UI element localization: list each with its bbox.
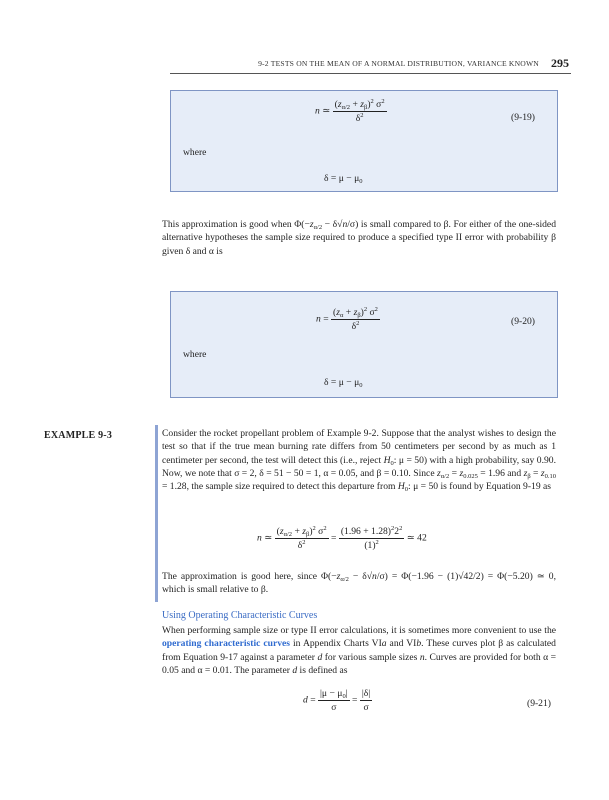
page-number: 295 xyxy=(551,56,569,70)
equation-box-9-19 xyxy=(170,90,558,192)
section-paragraph: When performing sample size or type II error calculations, it is sometimes more convenient to use the operating characteristic curves in Appendix Charts VIa and VIb. These curves plot β as calculated from Equation 9-17 against a parameter d for various sample sizes n. Curves are provided for both α = 0.05 and α = 0.01. The parameter d is defined as xyxy=(162,625,556,676)
eq-fraction xyxy=(331,307,380,332)
eq-fraction-2: $\frac{|\delta|}{\sigma}$ xyxy=(361,688,371,713)
example-conclusion: The approximation is good here, since $\Phi(-z_{\alpha/2} - \delta√n/\sigma) = \Phi(-1.96 - (1)√42/2) = \Phi(-5.20)$ ≃ 0, which is small relative to β. xyxy=(162,571,556,596)
paragraph-approximation: This approximation is good when $\Phi(-z_{\alpha/2} - \delta√n/\sigma)$ is small compared to β. For either of the one-sided alternative hypotheses the sample size required to produce a specified type II error with probability β given δ and α is xyxy=(162,219,556,257)
example-body: Consider the rocket propellant problem of Example 9-2. Suppose that the analyst wishes to design the test so that if the true mean burning rate differs from 50 centimeters per second by as much as 1 centimeter per second, the test will detect this (i.e., reject $H_0$: μ = 50) with a high probability, say 0.90. Now, we note that σ = 2, δ = 51 − 50 = 1, α = 0.05, and β = 0.10. Since $z_{\alpha/2} = z_{0.025} = 1.96$ and $z_\beta = z_{0.10} = 1.28$, the sample size required to detect this departure from $H_0$: μ = 50 is found by Equation 9-19 as xyxy=(162,428,556,494)
section-heading: Using Operating Characteristic Curves xyxy=(162,610,318,621)
eq-lhs: d = xyxy=(303,694,316,706)
eq-fraction-2: $\frac{(1.96 + 1.28)^22^2}{(1)^2}$ xyxy=(340,525,403,551)
equation-9-21 xyxy=(303,688,372,713)
eq-result: ≃ 42 xyxy=(406,532,427,544)
example-equation xyxy=(257,526,427,551)
eq-numerator: $(z_\alpha + z_\beta)^2$ $\sigma^2$ xyxy=(333,306,378,319)
running-head: 9-2 TESTS ON THE MEAN OF A NORMAL DISTRIBUTION, VARIANCE KNOWN xyxy=(258,59,539,68)
delta-definition: $\delta = \mu - \mu_0$ xyxy=(324,377,363,389)
equation-9-20 xyxy=(316,307,380,332)
example-label: EXAMPLE 9-3 xyxy=(44,430,113,441)
eq-denominator: $\delta^2$ xyxy=(351,320,360,332)
eq-lhs: n ≃ xyxy=(315,105,333,117)
eq-equals: = xyxy=(352,694,358,706)
eq-number-9-21: (9-21) xyxy=(527,698,551,709)
eq-number: (9-20) xyxy=(511,316,535,327)
where-label: where xyxy=(183,147,207,158)
equation-9-19 xyxy=(315,99,387,124)
eq-denominator: $\delta^2$ xyxy=(355,112,364,124)
key-term: operating characteristic curves xyxy=(162,638,291,650)
eq-number: (9-19) xyxy=(511,112,535,123)
eq-numerator: $(z_{\alpha/2} + z_\beta)^2$ $\sigma^2$ xyxy=(334,98,385,111)
eq-lhs: n = xyxy=(316,313,329,325)
eq-lhs: n ≃ xyxy=(257,532,273,544)
eq-fraction xyxy=(333,99,387,124)
page-header xyxy=(0,56,609,72)
example-sidebar-bar xyxy=(155,425,158,602)
where-label: where xyxy=(183,349,207,360)
equation-box-9-20 xyxy=(170,291,558,398)
header-rule xyxy=(170,73,571,74)
eq-fraction-1: $\frac{(z_{\alpha/2} + z_\beta)^2 \sigma^2}{\delta^2}$ xyxy=(276,525,327,551)
eq-equals: = xyxy=(331,532,337,544)
eq-fraction-1: $\frac{|\mu - \mu_0|}{\sigma}$ xyxy=(320,688,348,713)
delta-definition: $\delta = \mu - \mu_0$ xyxy=(324,173,363,185)
